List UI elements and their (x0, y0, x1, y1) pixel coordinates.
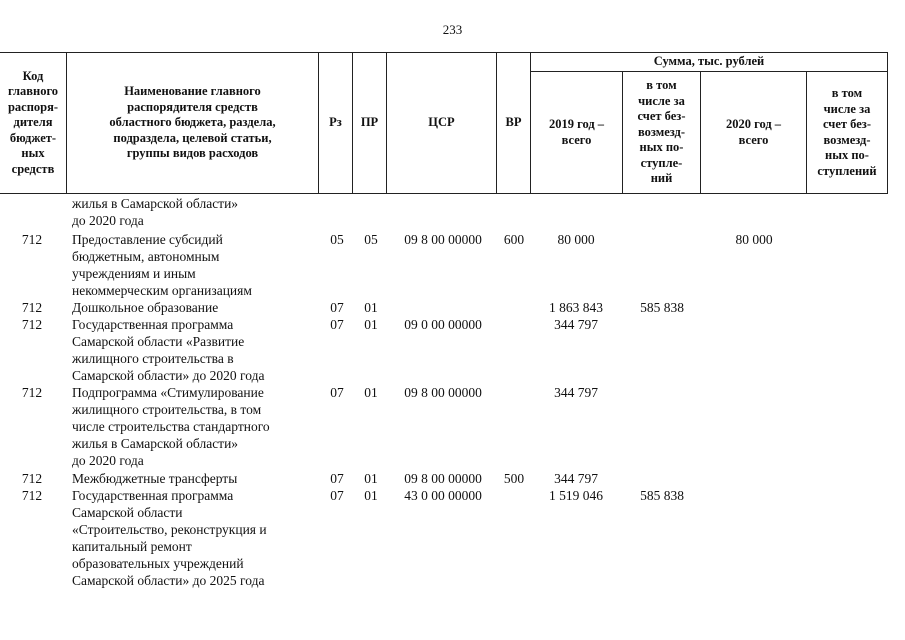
header-name: Наименование главного распорядителя средств областного бюджета, раздела, подраздела, целевой статьи, группы видов расходов (109, 84, 276, 161)
header-2020-total: 2020 год – всего (725, 117, 782, 147)
header-2019-grants: в том числе за счет без- возмезд- ных по- ступле- ний (637, 78, 686, 186)
page-number: 233 (442, 22, 463, 37)
header-rz: Рз (329, 115, 342, 130)
header-vr: ВР (505, 115, 522, 130)
header-2019-total: 2019 год – всего (548, 117, 605, 147)
header-pr: ПР (360, 115, 379, 130)
header-2020-grants: в том числе за счет без- возмезд- ных по- ступлений (817, 86, 877, 178)
header-csr: ЦСР (428, 115, 455, 130)
header-sum: Сумма, тыс. рублей (653, 54, 765, 69)
table-header (0, 0, 905, 195)
header-code: Код главного распоря- дителя бюджет- ных средств (7, 68, 59, 176)
